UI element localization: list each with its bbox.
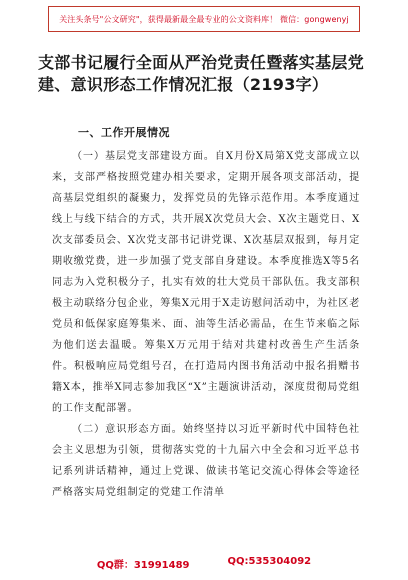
paragraph-party-building: （一）基层党支部建设方面。自X月份X局第X党支部成立以来，支部严格按照党建办相关要求，定期开展各项支部活动，提高基层党组织的凝聚力，发挥党员的先锋示范作用。本季度通过线上与线下结合的方式，共开展X次党员大会、X次主题党日、X次支部委员会、X次党支部书记讲党课、X次基层双报到，每月定期收缴党费，进一步加强了党支部自身建设。本季度推选X等5名同志为入党积极分子，扎实有效的壮大党员干部队伍。我支部积极主动联络分包企业，筹集X元用于X走访慰问活动中，为社区老党员和低保家庭筹集米、面、油等生活必需品，在生节来临之际为他们送去温暖。筹集X万元用于结对共建村改善生产生活条件。积极响应局党组号召，在打造局内图书角活动中报名捐赠书籍X本，推举X同志参加我区“X”主题演讲活动，深度贯彻局党组的工作支配部署。 <box>52 151 360 414</box>
document-title: 支部书记履行全面从严治党责任暨落实基层党建、意识形态工作情况汇报（2193字） <box>38 53 365 94</box>
document-body <box>52 146 360 503</box>
promo-banner <box>48 6 360 32</box>
qq-label: QQ:535304092 <box>227 556 312 567</box>
qq-group-label: QQ群：31991489 <box>96 560 190 571</box>
section-heading: 一、工作开展情况 <box>78 126 170 139</box>
paragraph-ideology: （二）意识形态方面。始终坚持以习近平新时代中国特色社会主义思想为引领，贯彻落实党的十九届六中全会和习近平总书记系列讲话精神，通过上党课、做读书笔记交流心得体会等途径严格落实局党组制定的党建工作清单 <box>52 424 360 498</box>
contact-footer <box>0 556 408 574</box>
promo-banner-text: 关注头条号"公文研究"，获得最新最全最专业的公文资料库！ 微信：gongwenyj <box>59 14 349 24</box>
